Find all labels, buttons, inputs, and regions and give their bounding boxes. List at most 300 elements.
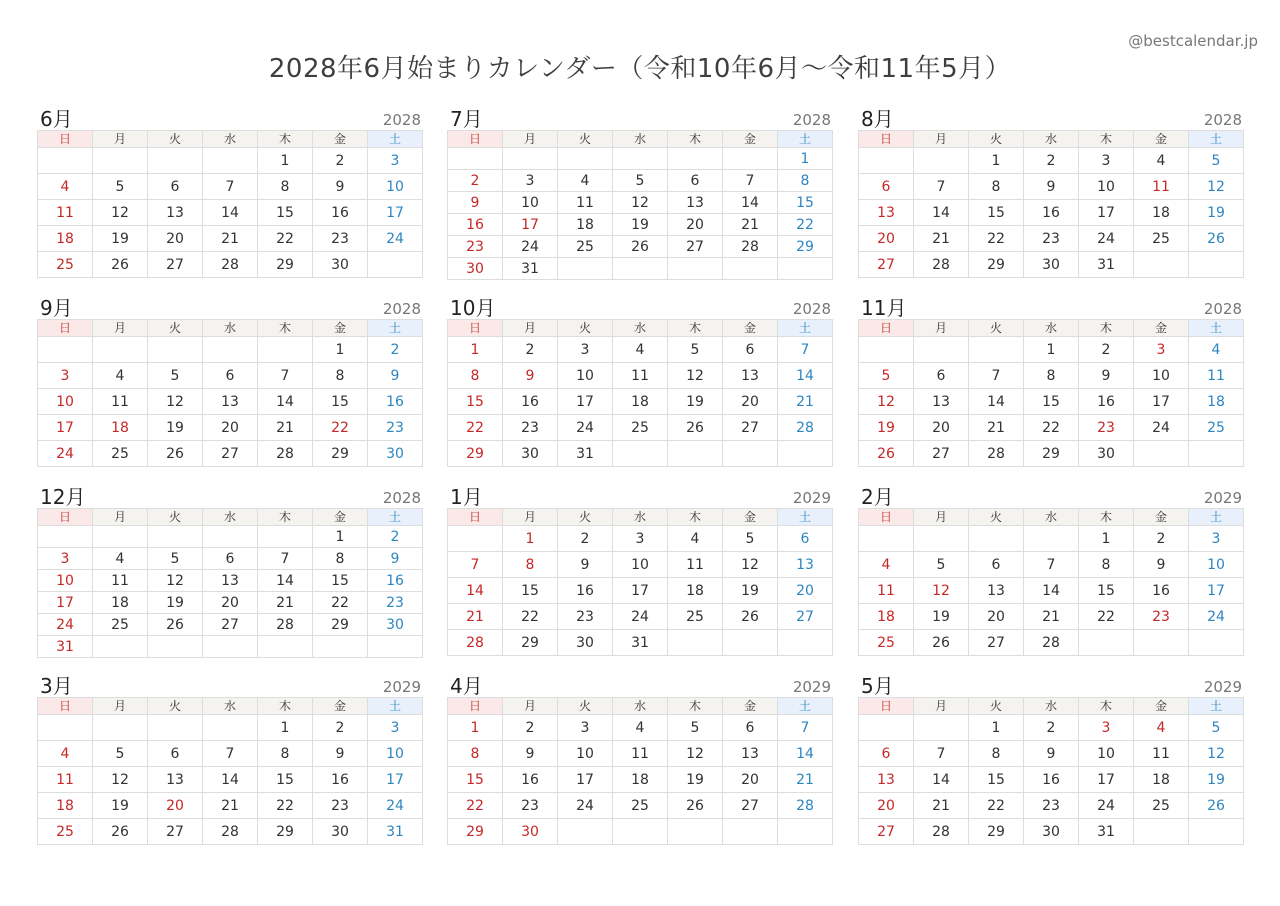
weekday-header-row — [38, 509, 423, 526]
month-calendar — [37, 673, 423, 845]
week-row — [448, 148, 833, 170]
day-cell: 17 — [1079, 200, 1134, 226]
day-cell: 26 — [613, 236, 668, 258]
month-year: 2029 — [382, 678, 421, 696]
day-cell: 28 — [969, 441, 1024, 467]
day-cell: 14 — [723, 192, 778, 214]
day-cell: 14 — [203, 767, 258, 793]
day-cell: 13 — [778, 552, 833, 578]
day-cell: 12 — [914, 578, 969, 604]
weekday-label: 水 — [1024, 320, 1079, 337]
weekday-label: 金 — [313, 509, 368, 526]
day-cell: 1 — [258, 715, 313, 741]
day-cell: 10 — [38, 389, 93, 415]
day-cell: 10 — [368, 741, 423, 767]
day-cell: 2 — [1024, 715, 1079, 741]
day-cell: 10 — [558, 363, 613, 389]
day-cell: 28 — [1024, 630, 1079, 656]
weekday-label: 日 — [859, 509, 914, 526]
weekday-label: 木 — [258, 698, 313, 715]
day-cell: 3 — [558, 715, 613, 741]
weekday-header-row — [859, 320, 1244, 337]
day-cell: 29 — [969, 819, 1024, 845]
day-cell: 1 — [969, 715, 1024, 741]
day-cell: 16 — [1079, 389, 1134, 415]
week-row — [448, 415, 833, 441]
weekday-label: 木 — [258, 131, 313, 148]
day-cell: 5 — [148, 363, 203, 389]
month-name: 2月 — [861, 485, 894, 509]
day-cell: 2 — [503, 715, 558, 741]
week-row — [859, 363, 1244, 389]
day-cell: 5 — [1189, 715, 1244, 741]
day-cell: 16 — [448, 214, 503, 236]
weekday-label: 月 — [93, 131, 148, 148]
weekday-label: 火 — [969, 698, 1024, 715]
empty-cell — [258, 337, 313, 363]
day-cell: 22 — [969, 226, 1024, 252]
day-cell: 4 — [38, 174, 93, 200]
day-cell: 25 — [859, 630, 914, 656]
day-cell: 8 — [969, 174, 1024, 200]
day-cell: 11 — [668, 552, 723, 578]
weekday-label: 木 — [668, 509, 723, 526]
day-cell: 4 — [1134, 715, 1189, 741]
day-cell: 1 — [1024, 337, 1079, 363]
month-calendar — [37, 484, 423, 658]
day-cell: 20 — [723, 389, 778, 415]
weekday-label: 水 — [613, 509, 668, 526]
day-cell: 22 — [969, 793, 1024, 819]
day-cell: 25 — [93, 614, 148, 636]
week-row — [448, 767, 833, 793]
day-cell: 7 — [203, 741, 258, 767]
day-cell: 14 — [258, 570, 313, 592]
day-cell: 1 — [969, 148, 1024, 174]
day-cell: 13 — [723, 741, 778, 767]
week-row — [448, 526, 833, 552]
month-name: 6月 — [40, 107, 73, 131]
month-table — [447, 319, 833, 467]
day-cell: 5 — [668, 715, 723, 741]
day-cell: 15 — [969, 200, 1024, 226]
day-cell: 4 — [38, 741, 93, 767]
day-cell: 19 — [148, 415, 203, 441]
month-table — [858, 130, 1244, 278]
day-cell: 13 — [859, 200, 914, 226]
day-cell: 20 — [723, 767, 778, 793]
day-cell: 15 — [1024, 389, 1079, 415]
day-cell: 27 — [148, 252, 203, 278]
day-cell: 15 — [448, 767, 503, 793]
weekday-header-row — [859, 698, 1244, 715]
day-cell: 25 — [93, 441, 148, 467]
weekday-label: 金 — [313, 320, 368, 337]
week-row — [859, 148, 1244, 174]
day-cell: 31 — [38, 636, 93, 658]
day-cell: 18 — [93, 592, 148, 614]
week-row — [38, 614, 423, 636]
day-cell: 15 — [258, 767, 313, 793]
day-cell: 13 — [859, 767, 914, 793]
day-cell: 1 — [313, 337, 368, 363]
day-cell: 17 — [1134, 389, 1189, 415]
empty-cell — [203, 148, 258, 174]
day-cell: 13 — [148, 200, 203, 226]
day-cell: 5 — [613, 170, 668, 192]
weekday-label: 金 — [723, 509, 778, 526]
month-year: 2029 — [792, 678, 831, 696]
weekday-label: 月 — [93, 509, 148, 526]
day-cell: 24 — [1079, 793, 1134, 819]
weekday-label: 水 — [203, 698, 258, 715]
day-cell: 21 — [914, 793, 969, 819]
day-cell: 26 — [668, 415, 723, 441]
day-cell: 11 — [93, 389, 148, 415]
day-cell: 22 — [1079, 604, 1134, 630]
weekday-label: 土 — [368, 698, 423, 715]
empty-cell — [93, 715, 148, 741]
day-cell: 8 — [503, 552, 558, 578]
month-calendar — [447, 673, 833, 845]
day-cell: 28 — [778, 415, 833, 441]
day-cell: 31 — [368, 819, 423, 845]
day-cell: 30 — [1079, 441, 1134, 467]
day-cell: 28 — [448, 630, 503, 656]
day-cell: 3 — [38, 548, 93, 570]
day-cell: 11 — [1134, 174, 1189, 200]
day-cell: 3 — [503, 170, 558, 192]
day-cell: 18 — [1134, 200, 1189, 226]
day-cell: 24 — [368, 226, 423, 252]
day-cell: 1 — [1079, 526, 1134, 552]
day-cell: 23 — [368, 415, 423, 441]
empty-cell — [723, 819, 778, 845]
empty-cell — [668, 630, 723, 656]
empty-cell — [93, 636, 148, 658]
weekday-label: 木 — [258, 320, 313, 337]
empty-cell — [1189, 441, 1244, 467]
day-cell: 14 — [914, 200, 969, 226]
day-cell: 2 — [1024, 148, 1079, 174]
day-cell: 28 — [258, 441, 313, 467]
day-cell: 17 — [38, 592, 93, 614]
day-cell: 19 — [93, 793, 148, 819]
day-cell: 21 — [258, 415, 313, 441]
day-cell: 21 — [203, 226, 258, 252]
day-cell: 6 — [723, 337, 778, 363]
empty-cell — [613, 148, 668, 170]
empty-cell — [969, 337, 1024, 363]
day-cell: 22 — [1024, 415, 1079, 441]
weekday-label: 月 — [93, 698, 148, 715]
weekday-label: 水 — [1024, 698, 1079, 715]
day-cell: 16 — [503, 389, 558, 415]
day-cell: 9 — [1024, 174, 1079, 200]
day-cell: 7 — [778, 715, 833, 741]
month-name: 11月 — [861, 296, 907, 320]
day-cell: 12 — [148, 570, 203, 592]
day-cell: 27 — [859, 819, 914, 845]
day-cell: 11 — [613, 363, 668, 389]
weekday-label: 火 — [969, 509, 1024, 526]
week-row — [38, 715, 423, 741]
empty-cell — [1024, 526, 1079, 552]
week-row — [38, 819, 423, 845]
day-cell: 9 — [503, 741, 558, 767]
week-row — [859, 337, 1244, 363]
day-cell: 4 — [93, 363, 148, 389]
day-cell: 26 — [914, 630, 969, 656]
day-cell: 20 — [914, 415, 969, 441]
day-cell: 10 — [613, 552, 668, 578]
month-name: 10月 — [450, 296, 496, 320]
day-cell: 9 — [1024, 741, 1079, 767]
day-cell: 26 — [859, 441, 914, 467]
day-cell: 23 — [368, 592, 423, 614]
empty-cell — [1134, 819, 1189, 845]
month-calendar — [858, 106, 1244, 278]
week-row — [38, 226, 423, 252]
day-cell: 19 — [668, 389, 723, 415]
day-cell: 3 — [368, 148, 423, 174]
empty-cell — [859, 148, 914, 174]
month-calendar — [447, 295, 833, 467]
day-cell: 13 — [668, 192, 723, 214]
day-cell: 27 — [203, 441, 258, 467]
weekday-label: 土 — [1189, 509, 1244, 526]
weekday-label: 火 — [558, 698, 613, 715]
day-cell: 20 — [859, 793, 914, 819]
empty-cell — [368, 636, 423, 658]
month-name: 1月 — [450, 485, 483, 509]
week-row — [448, 170, 833, 192]
empty-cell — [258, 526, 313, 548]
week-row — [448, 578, 833, 604]
page-title: 2028年6月始まりカレンダー（令和10年6月〜令和11年5月） — [268, 54, 1012, 84]
day-cell: 30 — [503, 441, 558, 467]
day-cell: 14 — [778, 741, 833, 767]
day-cell: 28 — [914, 819, 969, 845]
day-cell: 5 — [148, 548, 203, 570]
day-cell: 4 — [558, 170, 613, 192]
weekday-label: 金 — [1134, 320, 1189, 337]
day-cell: 12 — [723, 552, 778, 578]
empty-cell — [1079, 630, 1134, 656]
day-cell: 25 — [1189, 415, 1244, 441]
day-cell: 12 — [148, 389, 203, 415]
week-row — [448, 441, 833, 467]
week-row — [38, 793, 423, 819]
day-cell: 29 — [258, 819, 313, 845]
day-cell: 24 — [1189, 604, 1244, 630]
day-cell: 30 — [448, 258, 503, 280]
day-cell: 13 — [914, 389, 969, 415]
day-cell: 5 — [914, 552, 969, 578]
month-table — [37, 130, 423, 278]
day-cell: 6 — [859, 741, 914, 767]
weekday-header-row — [448, 131, 833, 148]
empty-cell — [859, 337, 914, 363]
week-row — [38, 526, 423, 548]
week-row — [38, 548, 423, 570]
empty-cell — [558, 258, 613, 280]
day-cell: 28 — [203, 252, 258, 278]
day-cell: 23 — [313, 226, 368, 252]
day-cell: 22 — [503, 604, 558, 630]
week-row — [448, 214, 833, 236]
day-cell: 26 — [723, 604, 778, 630]
week-row — [448, 389, 833, 415]
day-cell: 23 — [503, 793, 558, 819]
day-cell: 21 — [1024, 604, 1079, 630]
week-row — [859, 200, 1244, 226]
empty-cell — [613, 441, 668, 467]
empty-cell — [723, 148, 778, 170]
day-cell: 10 — [38, 570, 93, 592]
day-cell: 19 — [1189, 200, 1244, 226]
week-row — [38, 252, 423, 278]
day-cell: 3 — [613, 526, 668, 552]
week-row — [859, 578, 1244, 604]
day-cell: 19 — [613, 214, 668, 236]
day-cell: 5 — [859, 363, 914, 389]
month-table — [858, 319, 1244, 467]
day-cell: 2 — [313, 148, 368, 174]
day-cell: 4 — [668, 526, 723, 552]
day-cell: 26 — [148, 614, 203, 636]
empty-cell — [1189, 819, 1244, 845]
empty-cell — [723, 441, 778, 467]
weekday-label: 月 — [93, 320, 148, 337]
month-table — [858, 508, 1244, 656]
day-cell: 8 — [969, 741, 1024, 767]
day-cell: 31 — [503, 258, 558, 280]
empty-cell — [1134, 252, 1189, 278]
day-cell: 9 — [503, 363, 558, 389]
month-table — [37, 697, 423, 845]
day-cell: 9 — [313, 174, 368, 200]
day-cell: 1 — [778, 148, 833, 170]
day-cell: 21 — [448, 604, 503, 630]
weekday-label: 日 — [38, 131, 93, 148]
weekday-label: 土 — [778, 131, 833, 148]
empty-cell — [503, 148, 558, 170]
month-header — [37, 484, 423, 508]
day-cell: 6 — [148, 741, 203, 767]
week-row — [38, 767, 423, 793]
day-cell: 15 — [1079, 578, 1134, 604]
weekday-label: 水 — [613, 698, 668, 715]
day-cell: 8 — [313, 548, 368, 570]
week-row — [38, 592, 423, 614]
day-cell: 5 — [1189, 148, 1244, 174]
day-cell: 5 — [668, 337, 723, 363]
day-cell: 6 — [203, 548, 258, 570]
day-cell: 27 — [914, 441, 969, 467]
day-cell: 26 — [93, 252, 148, 278]
day-cell: 14 — [969, 389, 1024, 415]
empty-cell — [558, 819, 613, 845]
day-cell: 7 — [258, 548, 313, 570]
day-cell: 12 — [93, 767, 148, 793]
day-cell: 26 — [1189, 793, 1244, 819]
day-cell: 17 — [503, 214, 558, 236]
day-cell: 19 — [859, 415, 914, 441]
day-cell: 12 — [859, 389, 914, 415]
day-cell: 28 — [723, 236, 778, 258]
empty-cell — [203, 526, 258, 548]
day-cell: 22 — [448, 415, 503, 441]
empty-cell — [1189, 252, 1244, 278]
day-cell: 8 — [448, 363, 503, 389]
day-cell: 2 — [313, 715, 368, 741]
day-cell: 6 — [668, 170, 723, 192]
day-cell: 30 — [1024, 252, 1079, 278]
empty-cell — [448, 148, 503, 170]
day-cell: 7 — [203, 174, 258, 200]
month-table — [447, 508, 833, 656]
empty-cell — [778, 819, 833, 845]
day-cell: 17 — [38, 415, 93, 441]
weekday-label: 日 — [859, 698, 914, 715]
day-cell: 24 — [1134, 415, 1189, 441]
day-cell: 3 — [1079, 715, 1134, 741]
empty-cell — [723, 258, 778, 280]
empty-cell — [668, 258, 723, 280]
empty-cell — [448, 526, 503, 552]
day-cell: 11 — [38, 200, 93, 226]
day-cell: 15 — [503, 578, 558, 604]
day-cell: 6 — [859, 174, 914, 200]
day-cell: 21 — [914, 226, 969, 252]
day-cell: 17 — [368, 767, 423, 793]
month-year: 2029 — [792, 489, 831, 507]
month-year: 2028 — [382, 489, 421, 507]
month-calendar — [37, 106, 423, 278]
day-cell: 10 — [368, 174, 423, 200]
weekday-label: 日 — [38, 320, 93, 337]
weekday-label: 火 — [969, 320, 1024, 337]
week-row — [38, 363, 423, 389]
day-cell: 25 — [613, 793, 668, 819]
day-cell: 23 — [503, 415, 558, 441]
day-cell: 3 — [558, 337, 613, 363]
day-cell: 24 — [558, 415, 613, 441]
day-cell: 18 — [38, 226, 93, 252]
week-row — [859, 715, 1244, 741]
day-cell: 25 — [668, 604, 723, 630]
day-cell: 27 — [859, 252, 914, 278]
empty-cell — [723, 630, 778, 656]
day-cell: 9 — [313, 741, 368, 767]
day-cell: 13 — [723, 363, 778, 389]
day-cell: 25 — [1134, 226, 1189, 252]
month-name: 8月 — [861, 107, 894, 131]
day-cell: 6 — [778, 526, 833, 552]
month-calendar — [447, 484, 833, 656]
week-row — [859, 819, 1244, 845]
day-cell: 18 — [93, 415, 148, 441]
day-cell: 6 — [203, 363, 258, 389]
day-cell: 3 — [1134, 337, 1189, 363]
weekday-label: 日 — [859, 320, 914, 337]
empty-cell — [38, 526, 93, 548]
day-cell: 7 — [914, 174, 969, 200]
month-table — [447, 697, 833, 845]
month-header — [447, 484, 833, 508]
day-cell: 7 — [723, 170, 778, 192]
